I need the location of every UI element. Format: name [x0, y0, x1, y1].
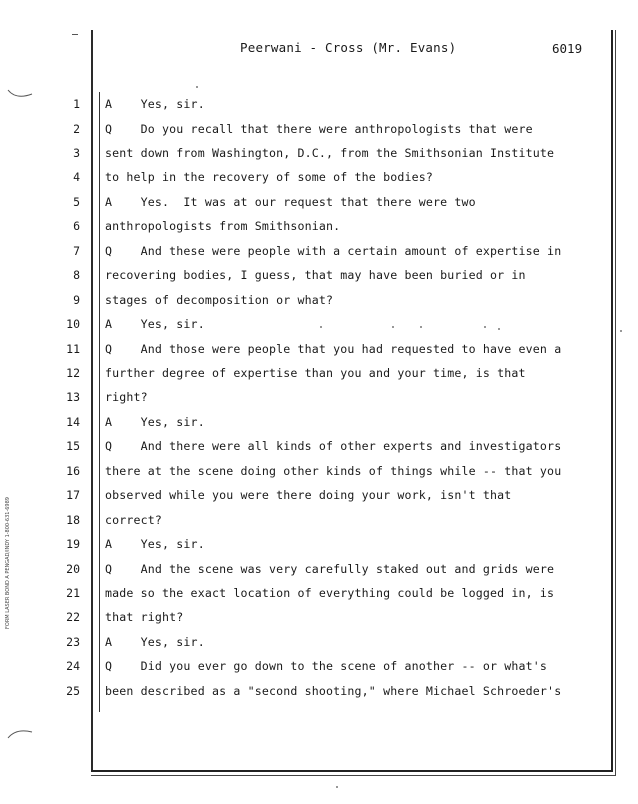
line-text: A Yes, sir. [105, 537, 205, 552]
line-text: correct? [105, 512, 163, 527]
scan-speck [392, 326, 394, 328]
line-text: further degree of expertise than you and your time, is that [105, 365, 526, 380]
line-number: 19 [66, 537, 80, 552]
transcript-line [0, 537, 620, 557]
line-number: 15 [66, 439, 80, 454]
line-number: 25 [66, 683, 80, 698]
transcript-line [0, 342, 620, 362]
scan-speck [420, 326, 422, 328]
scan-speck [498, 328, 500, 330]
transcript-line [0, 244, 620, 264]
transcript-line [0, 562, 620, 582]
line-text: right? [105, 390, 148, 405]
line-text: A Yes, sir. [105, 414, 205, 429]
line-number: 16 [66, 463, 80, 478]
line-text: A Yes, sir. [105, 97, 205, 111]
punch-hole-mark-bottom [6, 726, 34, 742]
transcript-line [0, 170, 620, 190]
line-number: 24 [66, 659, 80, 674]
page-number: 6019 [552, 41, 583, 56]
transcript-line [0, 219, 620, 239]
line-number: 8 [73, 268, 80, 283]
line-number: 3 [73, 145, 80, 160]
line-text: Q Do you recall that there were anthropologists that were [105, 121, 533, 136]
frame-bottom-border-outer [91, 775, 616, 776]
transcript-line [0, 122, 620, 142]
line-text: Q And the scene was very carefully staked out and grids were [105, 561, 555, 576]
line-text: A Yes. It was at our request that there were two [105, 194, 476, 209]
transcript-line [0, 586, 620, 606]
line-number: 1 [73, 97, 80, 111]
line-number: 12 [66, 365, 80, 380]
transcript-line [0, 439, 620, 459]
transcript-line [0, 684, 620, 704]
line-number: 18 [66, 512, 80, 527]
line-number: 11 [66, 341, 80, 356]
line-text: Q Did you ever go down to the scene of another -- or what's [105, 659, 548, 674]
transcript-line [0, 146, 620, 166]
scan-speck [196, 86, 198, 88]
transcript-line [0, 97, 620, 117]
transcript-line [0, 366, 620, 386]
line-number: 9 [73, 292, 80, 307]
line-text: A Yes, sir. [105, 634, 205, 649]
line-text: there at the scene doing other kinds of things while -- that you [105, 463, 562, 478]
line-number: 5 [73, 194, 80, 209]
transcript-line [0, 635, 620, 655]
line-text: to help in the recovery of some of the bodies? [105, 170, 433, 185]
line-number: 2 [73, 121, 80, 136]
line-text: that right? [105, 610, 184, 625]
line-number: 14 [66, 414, 80, 429]
page-header-title: Peerwani - Cross (Mr. Evans) [240, 40, 457, 55]
line-number: 6 [73, 219, 80, 234]
frame-top-mark [72, 34, 78, 35]
transcript-line [0, 610, 620, 630]
side-form-vendor-text: FORM LASER BOND A PENGAD/INDY 1-800-631-6989 [5, 497, 11, 629]
line-number: 13 [66, 390, 80, 405]
transcript-line [0, 293, 620, 313]
scan-speck [620, 330, 622, 332]
transcript-line [0, 488, 620, 508]
line-text: Q And there were all kinds of other experts and investigators [105, 439, 562, 454]
transcript-line [0, 195, 620, 215]
line-number: 23 [66, 634, 80, 649]
line-text: anthropologists from Smithsonian. [105, 219, 341, 234]
transcript-line [0, 659, 620, 679]
transcript-line [0, 268, 620, 288]
line-number: 4 [73, 170, 80, 185]
transcript-line [0, 415, 620, 435]
line-text: observed while you were there doing your work, isn't that [105, 488, 512, 503]
transcript-line [0, 464, 620, 484]
line-text: Q And these were people with a certain amount of expertise in [105, 243, 562, 258]
line-number: 20 [66, 561, 80, 576]
line-number: 10 [66, 317, 80, 331]
line-text: recovering bodies, I guess, that may have been buried or in [105, 268, 526, 283]
line-number: 21 [66, 586, 80, 600]
line-text: A Yes, sir. [105, 317, 205, 331]
line-text: been described as a "second shooting," where Michael Schroeder's [105, 683, 562, 698]
line-text: sent down from Washington, D.C., from the Smithsonian Institute [105, 145, 555, 160]
line-text: made so the exact location of everything could be logged in, is [105, 586, 555, 600]
line-number: 17 [66, 488, 80, 503]
scan-speck [484, 326, 486, 328]
line-text: stages of decomposition or what? [105, 292, 334, 307]
line-text: Q And those were people that you had requested to have even a [105, 341, 562, 356]
line-number: 7 [73, 243, 80, 258]
transcript-line [0, 317, 620, 337]
line-number: 22 [66, 610, 80, 625]
transcript-line [0, 513, 620, 533]
scan-speck [336, 786, 338, 788]
frame-bottom-border [91, 770, 613, 772]
scan-speck [320, 326, 322, 328]
transcript-line [0, 390, 620, 410]
